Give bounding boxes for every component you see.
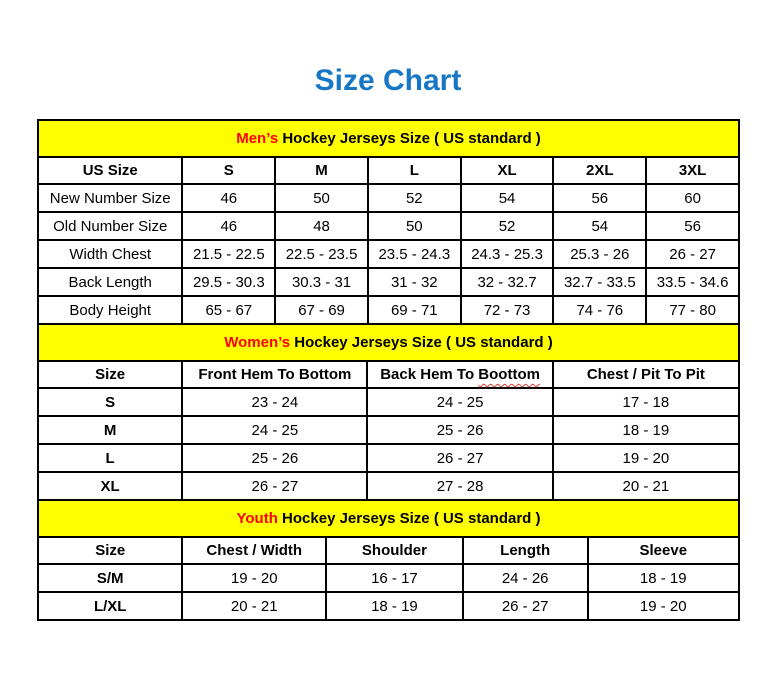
column-header: Sleeve — [588, 537, 739, 564]
value-cell: 19 - 20 — [588, 592, 739, 620]
section-header-highlight: Women’s — [224, 334, 291, 351]
youth-size-table — [37, 499, 740, 621]
column-header: Shoulder — [326, 537, 463, 564]
table-row — [38, 212, 739, 240]
value-cell: 77 - 80 — [646, 296, 739, 324]
womens-column-header-row — [38, 361, 739, 388]
youth-column-header-row — [38, 537, 739, 564]
value-cell: 22.5 - 23.5 — [275, 240, 368, 268]
value-cell: 23.5 - 24.3 — [368, 240, 461, 268]
youth-section-band-row — [38, 500, 739, 537]
row-label: New Number Size — [38, 184, 182, 212]
value-cell: 65 - 67 — [182, 296, 275, 324]
column-header: L — [368, 157, 461, 184]
youth-section-header — [38, 500, 739, 537]
column-header: Front Hem To Bottom — [182, 361, 367, 388]
value-cell: 46 — [182, 212, 275, 240]
value-cell: 25.3 - 26 — [553, 240, 646, 268]
section-header-highlight: Youth — [236, 510, 278, 527]
value-cell: 30.3 - 31 — [275, 268, 368, 296]
value-cell: 16 - 17 — [326, 564, 463, 592]
row-label: S/M — [38, 564, 182, 592]
column-header: XL — [461, 157, 554, 184]
value-cell: 50 — [275, 184, 368, 212]
table-row — [38, 564, 739, 592]
value-cell: 21.5 - 22.5 — [182, 240, 275, 268]
value-cell: 19 - 20 — [553, 444, 739, 472]
value-cell: 19 - 20 — [182, 564, 326, 592]
value-cell: 67 - 69 — [275, 296, 368, 324]
size-chart-tables — [37, 119, 740, 621]
table-row — [38, 592, 739, 620]
table-row — [38, 416, 739, 444]
value-cell: 33.5 - 34.6 — [646, 268, 739, 296]
column-header: M — [275, 157, 368, 184]
misspelled-word: Boottom — [478, 366, 540, 383]
value-cell: 60 — [646, 184, 739, 212]
value-cell: 26 - 27 — [463, 592, 588, 620]
value-cell: 54 — [553, 212, 646, 240]
table-row — [38, 268, 739, 296]
row-label: L/XL — [38, 592, 182, 620]
row-label: L — [38, 444, 182, 472]
value-cell: 27 - 28 — [367, 472, 552, 500]
table-row — [38, 388, 739, 416]
value-cell: 26 - 27 — [182, 472, 367, 500]
value-cell: 32 - 32.7 — [461, 268, 554, 296]
row-label: Back Length — [38, 268, 182, 296]
value-cell: 32.7 - 33.5 — [553, 268, 646, 296]
value-cell: 24 - 25 — [367, 388, 552, 416]
mens-section-band-row — [38, 120, 739, 157]
value-cell: 25 - 26 — [182, 444, 367, 472]
value-cell: 29.5 - 30.3 — [182, 268, 275, 296]
column-header: US Size — [38, 157, 182, 184]
table-row — [38, 296, 739, 324]
table-row — [38, 240, 739, 268]
value-cell: 48 — [275, 212, 368, 240]
value-cell: 26 - 27 — [367, 444, 552, 472]
value-cell: 72 - 73 — [461, 296, 554, 324]
value-cell: 18 - 19 — [588, 564, 739, 592]
value-cell: 69 - 71 — [368, 296, 461, 324]
section-header-highlight: Men’s — [236, 130, 279, 147]
value-cell: 52 — [368, 184, 461, 212]
column-header: 2XL — [553, 157, 646, 184]
value-cell: 24 - 26 — [463, 564, 588, 592]
value-cell: 56 — [646, 212, 739, 240]
row-label: Old Number Size — [38, 212, 182, 240]
womens-size-table — [37, 323, 740, 501]
table-row — [38, 184, 739, 212]
section-header-rest: Hockey Jerseys Size ( US standard ) — [277, 510, 541, 527]
value-cell: 46 — [182, 184, 275, 212]
column-header: 3XL — [646, 157, 739, 184]
row-label: Width Chest — [38, 240, 182, 268]
column-header: Back Hem To Boottom — [367, 361, 552, 388]
value-cell: 23 - 24 — [182, 388, 367, 416]
mens-section-header — [38, 120, 739, 157]
row-label: XL — [38, 472, 182, 500]
mens-column-header-row — [38, 157, 739, 184]
column-header: Chest / Pit To Pit — [553, 361, 739, 388]
value-cell: 20 - 21 — [553, 472, 739, 500]
value-cell: 17 - 18 — [553, 388, 739, 416]
column-header: Chest / Width — [182, 537, 326, 564]
row-label: M — [38, 416, 182, 444]
value-cell: 24 - 25 — [182, 416, 367, 444]
page-title: Size Chart — [314, 64, 462, 97]
value-cell: 18 - 19 — [326, 592, 463, 620]
column-header: Size — [38, 537, 182, 564]
mens-size-table — [37, 119, 740, 325]
value-cell: 25 - 26 — [367, 416, 552, 444]
value-cell: 54 — [461, 184, 554, 212]
row-label: S — [38, 388, 182, 416]
section-header-rest: Hockey Jerseys Size ( US standard ) — [290, 334, 553, 351]
value-cell: 74 - 76 — [553, 296, 646, 324]
value-cell: 20 - 21 — [182, 592, 326, 620]
value-cell: 56 — [553, 184, 646, 212]
column-header: Length — [463, 537, 588, 564]
value-cell: 24.3 - 25.3 — [461, 240, 554, 268]
table-row — [38, 472, 739, 500]
value-cell: 52 — [461, 212, 554, 240]
value-cell: 31 - 32 — [368, 268, 461, 296]
value-cell: 26 - 27 — [646, 240, 739, 268]
section-header-rest: Hockey Jerseys Size ( US standard ) — [278, 130, 541, 147]
womens-section-header — [38, 324, 739, 361]
column-header: Size — [38, 361, 182, 388]
value-cell: 18 - 19 — [553, 416, 739, 444]
table-row — [38, 444, 739, 472]
column-header: S — [182, 157, 275, 184]
womens-section-band-row — [38, 324, 739, 361]
value-cell: 50 — [368, 212, 461, 240]
row-label: Body Height — [38, 296, 182, 324]
